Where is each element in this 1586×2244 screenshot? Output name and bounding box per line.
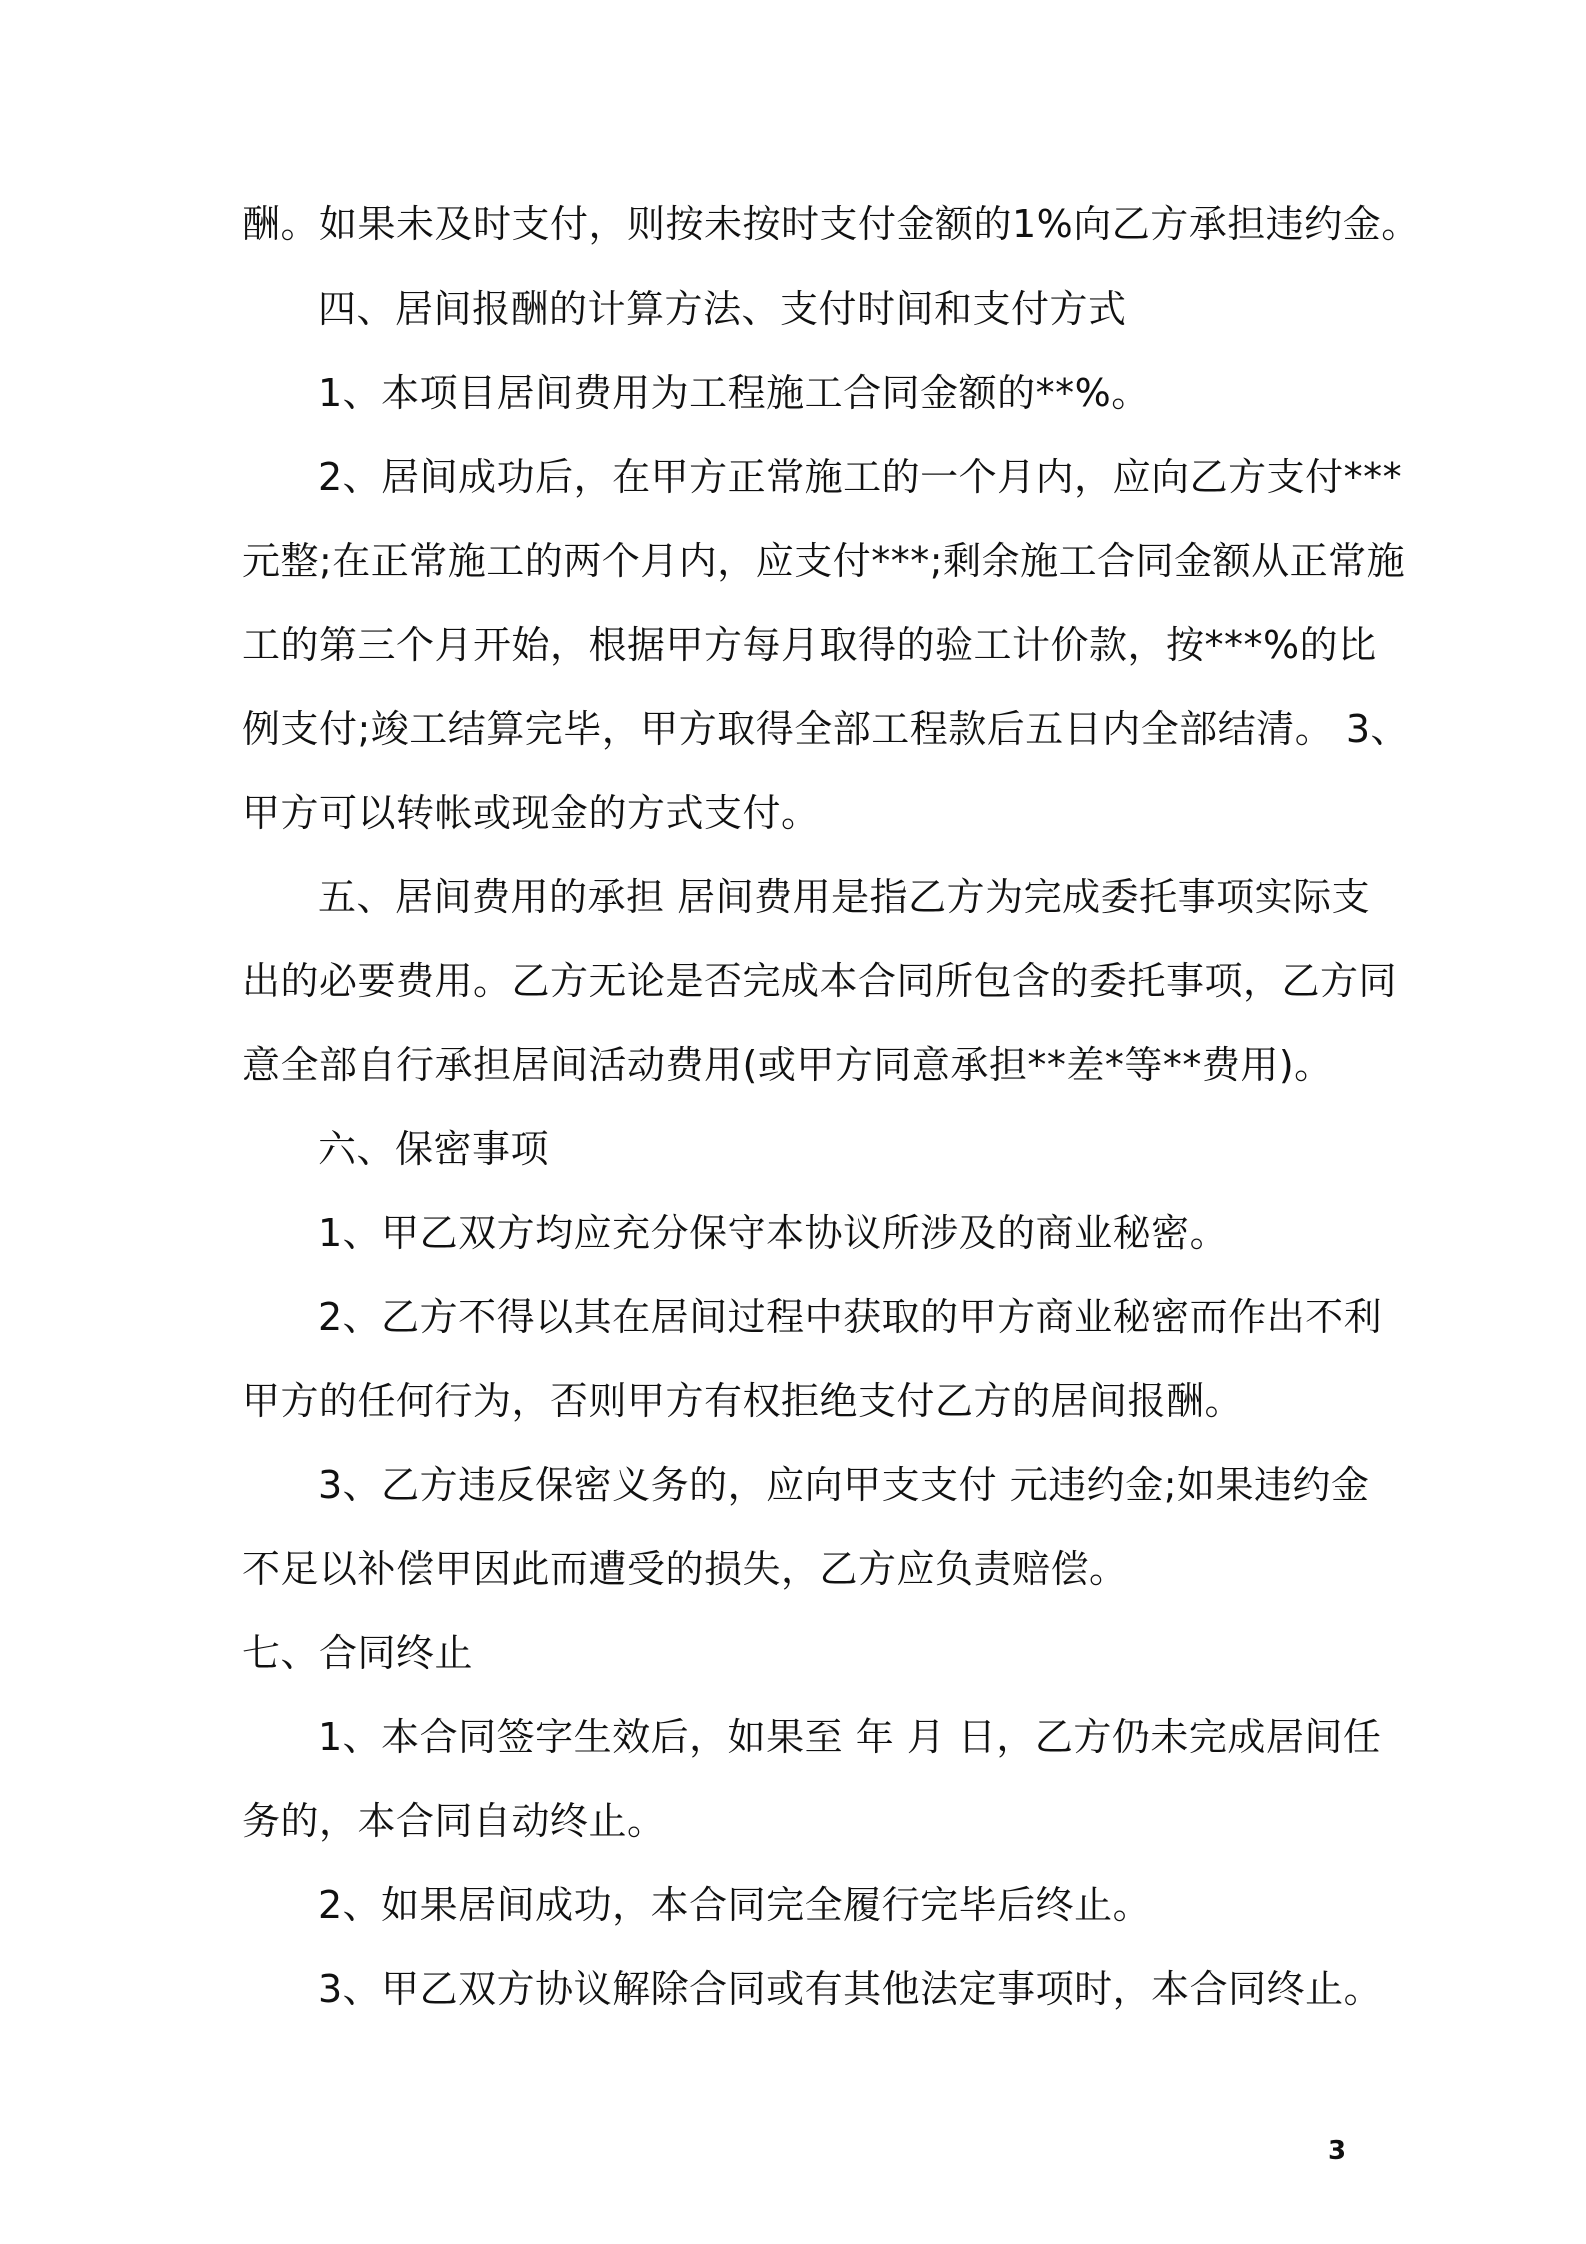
text-line: 2、如果居间成功，本合同完全履行完毕后终止。: [318, 1883, 1152, 1927]
text-line: 2、乙方不得以其在居间过程中获取的甲方商业秘密而作出不利: [318, 1295, 1383, 1339]
page-number: 3: [1328, 2136, 1347, 2166]
text-line: 甲方可以转帐或现金的方式支付。: [242, 791, 820, 835]
text-line: 意全部自行承担居间活动费用(或甲方同意承担**差*等**费用)。: [242, 1043, 1333, 1087]
text-line: 酬。如果未及时支付，则按未按时支付金额的1%向乙方承担违约金。: [242, 202, 1420, 246]
section-heading: 六、保密事项: [318, 1127, 550, 1171]
text-line: 不足以补偿甲因此而遭受的损失，乙方应负责赔偿。: [242, 1547, 1128, 1591]
text-line: 3、乙方违反保密义务的，应向甲支支付 元违约金;如果违约金: [318, 1463, 1370, 1507]
section-heading: 五、居间费用的承担 居间费用是指乙方为完成委托事项实际支: [318, 875, 1371, 919]
text-line: 例支付;竣工结算完毕，甲方取得全部工程款后五日内全部结清。 3、: [242, 707, 1410, 751]
text-line: 元整;在正常施工的两个月内，应支付***;剩余施工合同金额从正常施: [242, 539, 1406, 583]
text-line: 甲方的任何行为，否则甲方有权拒绝支付乙方的居间报酬。: [242, 1379, 1244, 1423]
text-line: 2、居间成功后，在甲方正常施工的一个月内，应向乙方支付***: [318, 455, 1403, 499]
text-line: 1、甲乙双方均应充分保守本协议所涉及的商业秘密。: [318, 1211, 1229, 1255]
text-line: 1、本合同签字生效后，如果至 年 月 日，乙方仍未完成居间任: [318, 1715, 1382, 1759]
text-line: 出的必要费用。乙方无论是否完成本合同所包含的委托事项，乙方同: [242, 959, 1398, 1003]
section-heading: 四、居间报酬的计算方法、支付时间和支付方式: [318, 287, 1127, 331]
text-line: 工的第三个月开始，根据甲方每月取得的验工计价款，按***%的比: [242, 623, 1377, 667]
section-heading: 七、合同终止: [242, 1631, 474, 1675]
text-line: 1、本项目居间费用为工程施工合同金额的**%。: [318, 371, 1150, 415]
text-line: 3、甲乙双方协议解除合同或有其他法定事项时，本合同终止。: [318, 1967, 1383, 2011]
text-line: 务的，本合同自动终止。: [242, 1799, 666, 1843]
